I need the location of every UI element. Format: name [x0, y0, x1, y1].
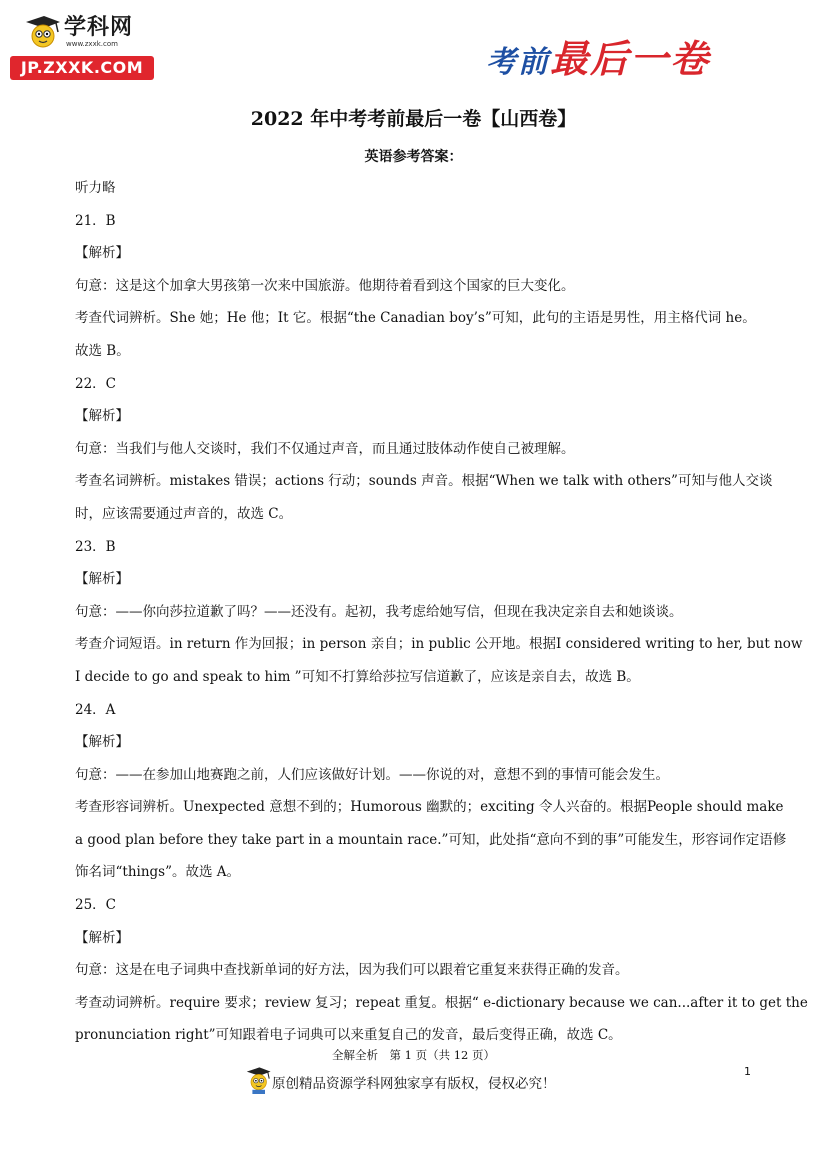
page-footer-info: 全解全析 第 1 页（共 12 页） [331, 1048, 496, 1062]
logo-url: www.zxxk.com [66, 40, 118, 48]
text-line: pronunciation right”可知跟着电子词典可以来重复自己的发音，最后变得正确，故选 C。 [75, 1027, 622, 1044]
text-line: 句意：这是这个加拿大男孩第一次来中国旅游。他期待着看到这个国家的巨大变化。 [75, 277, 575, 294]
analysis-heading: 【解析】 [75, 245, 129, 262]
text-line: 听力略 [75, 180, 116, 196]
analysis-heading: 【解析】 [75, 929, 129, 946]
analysis-heading: 【解析】 [75, 734, 129, 751]
analysis-heading: 【解析】 [75, 571, 129, 588]
text-line: a good plan before they take part in a mountain race.”可知，此处指“意向不到的事”可能发生，形容词作定语修 [75, 831, 787, 848]
brand-part2: 最后一卷 [550, 36, 711, 81]
question-number: 21．B [75, 212, 116, 229]
question-number: 22．C [75, 375, 117, 392]
logo-text: 学科网 [64, 15, 134, 40]
text-line: 饰名词“things”。故选 A。 [75, 864, 241, 881]
question-number: 24．A [75, 701, 116, 718]
analysis-heading: 【解析】 [75, 408, 129, 425]
document-title: 2022 年中考考前最后一卷【山西卷】 [250, 108, 577, 130]
page-number: 1 [744, 1065, 751, 1078]
text-line: 句意：当我们与他人交谈时，我们不仅通过声音，而且通过肢体动作使自己被理解。 [75, 440, 575, 457]
logo-badge: JP.ZXXK.COM [10, 56, 154, 80]
question-number: 25．C [75, 897, 117, 914]
brand-banner [486, 28, 711, 81]
question-number: 23．B [75, 538, 116, 555]
text-line: 考查名词辨析。mistakes 错误；actions 行动；sounds 声音。根据“When we talk with others”可知与他人交谈 [75, 473, 773, 490]
document-subtitle: 英语参考答案： [364, 149, 463, 165]
text-line: 句意：——你向莎拉道歉了吗？——还没有。起初，我考虑给她写信，但现在我决定亲自去和她谈谈。 [75, 603, 683, 620]
text-line: 考查动词辨析。require 要求；review 复习；repeat 重复。根据“ e-dictionary because we can...after it to get the [75, 994, 808, 1011]
site-logo[interactable] [10, 8, 158, 82]
text-line: 句意：这是在电子词典中查找新单词的好方法，因为我们可以跟着它重复来获得正确的发音。 [75, 962, 629, 979]
mascot-icon [244, 1064, 272, 1096]
text-line: 考查代词辨析。She 她；He 他；It 它。根据“the Canadian boy’s”可知，此句的主语是男性，用主格代词 he。 [75, 310, 756, 327]
text-line: 时，应该需要通过声音的，故选 C。 [75, 505, 293, 522]
copyright-text: 原创精品资源学科网独家享有版权，侵权必究！ [272, 1076, 556, 1092]
text-line: 考查形容词辨析。Unexpected 意想不到的；Humorous 幽默的；exciting 令人兴奋的。根据People should make [75, 799, 784, 816]
logo-top [22, 12, 152, 50]
answer-content [75, 172, 808, 1052]
text-line: 考查介词短语。in return 作为回报；in person 亲自；in public 公开地。根据I considered writing to her, but now [75, 636, 803, 653]
text-line: I decide to go and speak to him ”可知不打算给莎拉写信道歉了，应该是亲自去，故选 B。 [75, 668, 640, 685]
brand-part1: 考前 [486, 45, 550, 80]
text-line: 句意：——在参加山地赛跑之前，人们应该做好计划。——你说的对，意想不到的事情可能会发生。 [75, 766, 669, 783]
text-line: 故选 B。 [75, 342, 130, 359]
mascot-icon [22, 12, 62, 52]
